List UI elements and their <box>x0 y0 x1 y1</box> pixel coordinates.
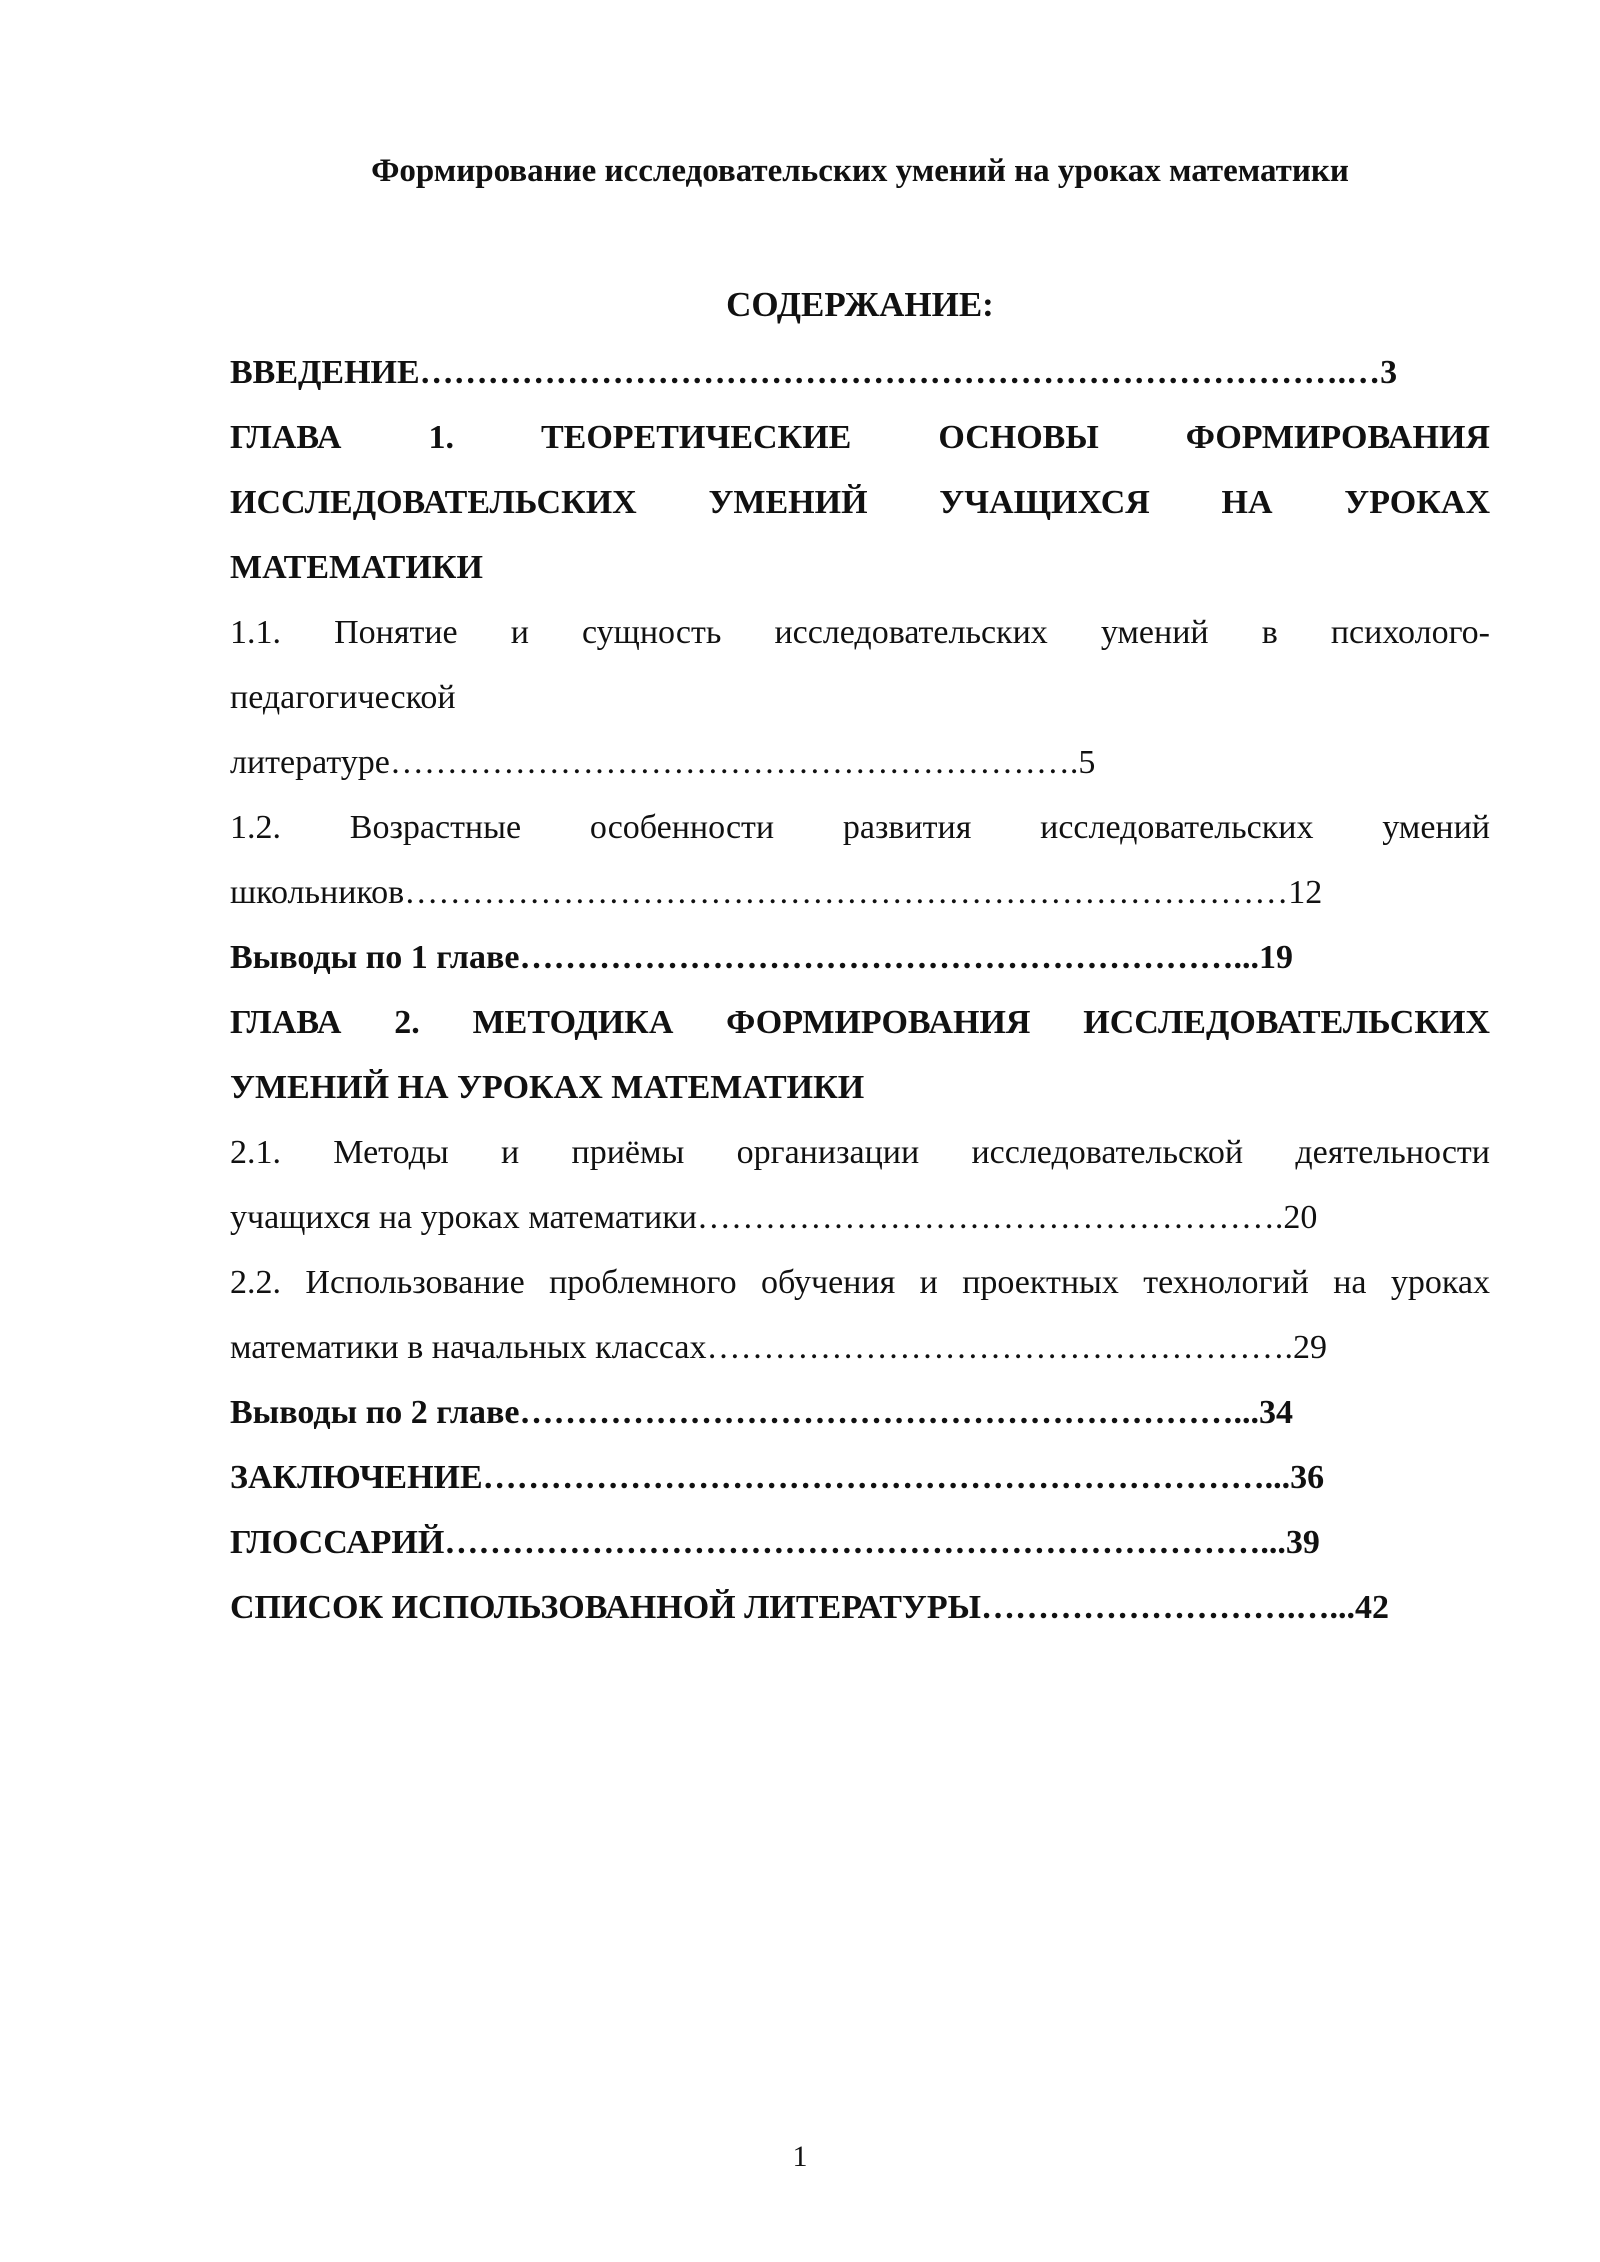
toc-entry-chapter-1[interactable] <box>230 405 1490 600</box>
toc-entry-text: Выводы по 1 главе………………………………………………………...19 <box>230 939 1293 976</box>
toc-entry-text: 2.2. Использование проблемного обучения и проектных технологий на уроках <box>230 1264 1490 1301</box>
toc-entry-text: литературе…………………………………………………….5 <box>230 744 1096 781</box>
toc-entry-text: 2.1. Методы и приёмы организации исследовательской деятельности <box>230 1134 1490 1171</box>
toc-entry-text: педагогической <box>230 679 456 716</box>
toc-entry-conclusions-chapter-2[interactable] <box>230 1380 1490 1445</box>
toc-entry-text: ГЛОССАРИЙ………………………………………………………………...39 <box>230 1524 1320 1561</box>
toc-entry-conclusion[interactable] <box>230 1445 1490 1510</box>
table-of-contents <box>230 340 1490 1640</box>
toc-heading: СОДЕРЖАНИЕ: <box>726 285 994 324</box>
toc-entry-chapter-2[interactable] <box>230 990 1490 1120</box>
toc-entry-text: ГЛАВА 1. ТЕОРЕТИЧЕСКИЕ ОСНОВЫ ФОРМИРОВАНИЯ <box>230 419 1490 456</box>
toc-entry-glossary[interactable] <box>230 1510 1490 1575</box>
toc-entry-text: УМЕНИЙ НА УРОКАХ МАТЕМАТИКИ <box>230 1069 865 1106</box>
toc-entry-section-2-1[interactable] <box>230 1120 1490 1250</box>
toc-entry-conclusions-chapter-1[interactable] <box>230 925 1490 990</box>
toc-entry-section-1-1[interactable] <box>230 600 1490 795</box>
toc-entry-text: ВВЕДЕНИЕ……………………………………………………………………….…3 <box>230 354 1398 391</box>
toc-entry-text: учащихся на уроках математики…………………………………………….20 <box>230 1199 1318 1236</box>
toc-entry-text: 1.1. Понятие и сущность исследовательских умений в психолого- <box>230 614 1490 651</box>
toc-entry-text: 1.2. Возрастные особенности развития исследовательских умений <box>230 809 1490 846</box>
toc-entry-text: СПИСОК ИСПОЛЬЗОВАННОЙ ЛИТЕРАТУРЫ……………………….…...42 <box>230 1589 1389 1626</box>
page-number: 1 <box>792 2140 808 2173</box>
toc-entry-text: ИССЛЕДОВАТЕЛЬСКИХ УМЕНИЙ УЧАЩИХСЯ НА УРОКАХ <box>230 484 1490 521</box>
toc-entry-text: математики в начальных классах…………………………………………….29 <box>230 1329 1327 1366</box>
toc-entry-text: МАТЕМАТИКИ <box>230 549 483 586</box>
toc-entry-section-2-2[interactable] <box>230 1250 1490 1380</box>
toc-entry-text: ЗАКЛЮЧЕНИЕ……………………………………………………………...36 <box>230 1459 1325 1496</box>
toc-entry-text: Выводы по 2 главе………………………………………………………...34 <box>230 1394 1293 1431</box>
toc-entry-text: школьников……………………………………………………………………12 <box>230 874 1323 911</box>
toc-entry-text: ГЛАВА 2. МЕТОДИКА ФОРМИРОВАНИЯ ИССЛЕДОВАТЕЛЬСКИХ <box>230 1004 1490 1041</box>
document-title: Формирование исследовательских умений на уроках математики <box>371 153 1349 189</box>
toc-entry-section-1-2[interactable] <box>230 795 1490 925</box>
toc-entry-introduction[interactable] <box>230 340 1490 405</box>
toc-entry-references[interactable] <box>230 1575 1490 1640</box>
